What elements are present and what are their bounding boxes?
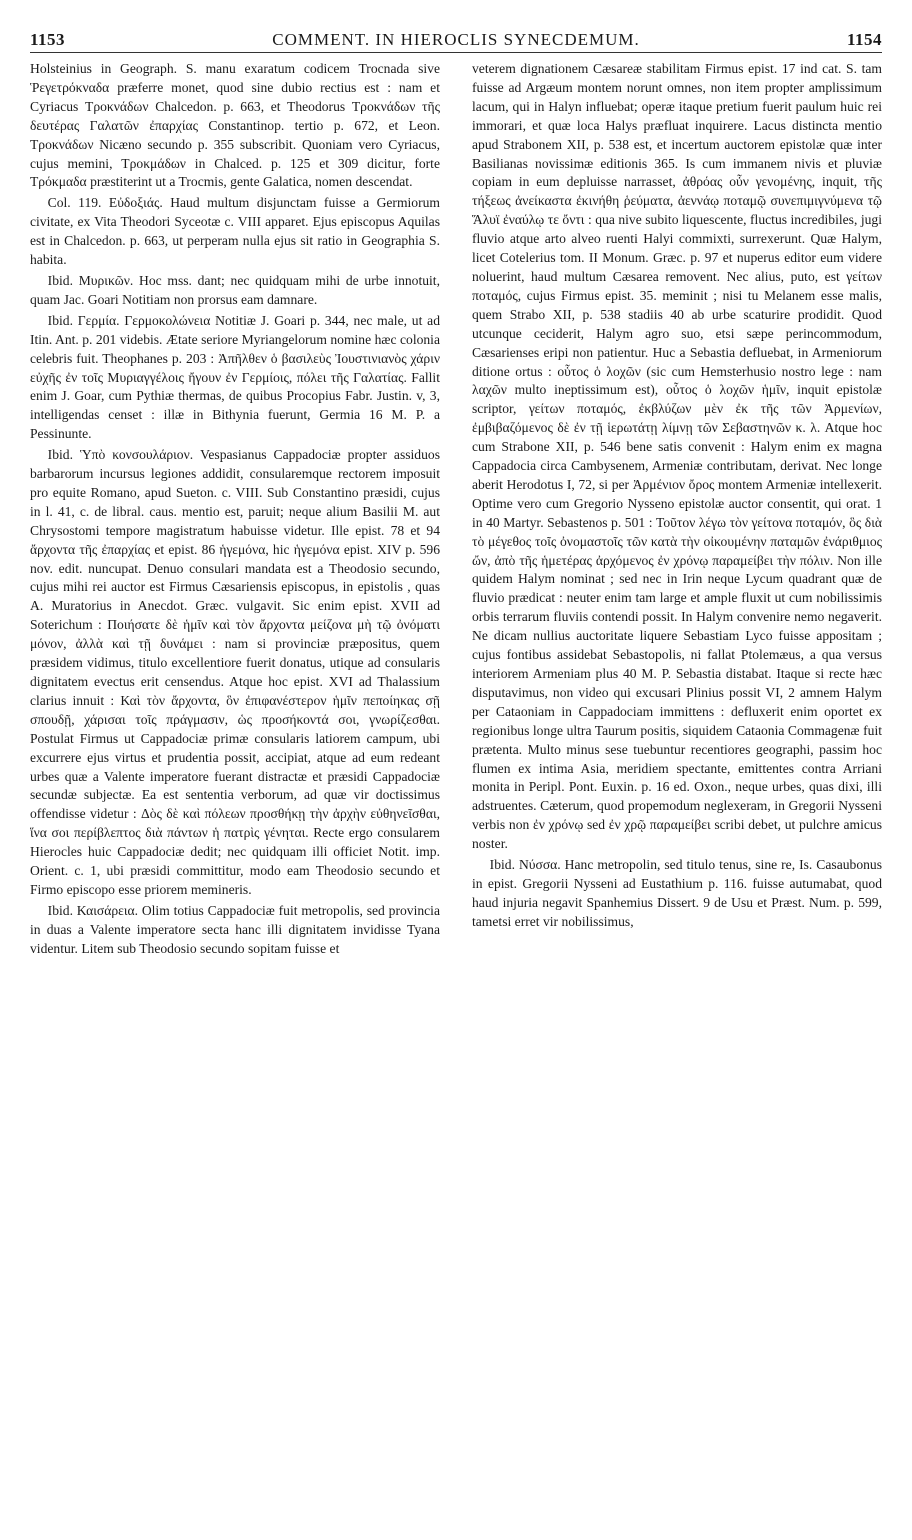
paragraph: Holsteinius in Geograph. S. manu exaratum codicem Trocnada sive Ῥεγετρόκναδα præferre monet, quod sine dubio rectius est : nam et Cyriacus Τροκνάδων Chalcedon. p. 663, et Theodorus Τροκνάδων τῆς δευτέρας Γαλατῶν ἐπαρχίας Constantinop. tertio p. 672, et Leon. Τροκνάδων Nicæno secundo p. 355 subscribit. Quoniam vero Cyriacus, cujus memini, Τροκμάδων in Chalced. p. 125 et 309 dicitur, forte Τρόκμαδα præstiterint ut a Trocmis, gente Galatica, nomen descendat. xyxy=(30,61,440,190)
paragraph: Ibid. Νύσσα. Hanc metropolin, sed titulo tenus, sine re, Is. Casaubonus in epist. Gregorii Nysseni ad Eustathium p. 116. fuisse autumabat, quod haud injuria negavit Spanhemius Dissert. 9 de Usu et Præst. Num. p. 599, tametsi erret vir nobilissimus, xyxy=(472,857,882,929)
right-column xyxy=(472,60,882,1500)
paragraph: Ibid. Ὑπὸ κονσουλάριον. Vespasianus Cappadociæ propter assiduos barbarorum incursus legiones addidit, consularemque rectorem imposuit pro equite Romano, apud Sueton. c. VIII. Sub Constantino præsidi, cujus in l. 41, c. de libral. caus. mentio est, paruit; neque alium Basilii M. aut Chrysostomi tempore magistratum habuisse videtur. Ille epist. 78 et 94 ἄρχοντα τῆς ἐπαρχίας et epist. 86 ἡγεμόνα, hic ἡγεμόνα epist. XIV p. 596 nov. edit. nuncupat. Denuo consulari mandata est a Theodosio secundo, cujus mihi rei auctor est Firmus Cæsariensis episcopus, in epistolis , quas A. Muratorius in Anecdot. Græc. vulgavit. Sic enim epist. XVII ad Soterichum : Ποιήσατε δὲ ἡμῖν καὶ τὸν ἄρχοντα μείζονα μὴ τῷ ὀνόματι μόνον, ἀλλὰ καὶ τῇ δυνάμει : nam si provinciæ præpositus, quem præsidem vidimus, titulo excellentiore fuerit donatus, utique ad consularis dignitatem evectus erit censendus. Atque hoc epist. XVI ad Thalassium clarius innuit : Καὶ τὸν ἄρχοντα, ὃν ἐπιφανέστερον ἡμῖν πεποίηκας σῇ σπουδῇ, χάρισαι τοῖς πράγμασιν, ὡς προσήκοντά σοι, γνωρίζεσθαι. Postulat Firmus ut Cappadociæ primæ consularis latiorem campum, ubi excurrere ejus virtus et prudentia possit, accipiat, atque ad eum redeant urbes quæ a Valente imperatore fuerant distractæ et præsidi Cappadociæ secundæ subjectæ. Ea est sententia verborum, ad quæ vir doctissimus offendisse videtur : Δὸς δὲ καὶ πόλεων προσθήκῃ τὴν ἀρχὴν εὐθηνεῖσθαι, ἵνα σοι περίβλεπτος διὰ πάντων ἡ πατρὶς γένηται. Recte ergo consularem Hierocles huic Cappadociæ dedit; nec quidquam illi officiet Notit. imp. Orient. c. 1, ubi præsidi committitur, modo eam Theodosio secundo et Firmo episcopo esse priorem memineris. xyxy=(30,447,440,897)
left-column-number: 1153 xyxy=(30,30,66,49)
paragraph: Ibid. Καισάρεια. Olim totius Cappadociæ fuit metropolis, sed provincia in duas a Valente imperatore secta hanc illi dignitatem invidisse Tyana videntur. Litem sub Theodosio secundo sopitam fuisse et xyxy=(30,902,440,956)
right-column-number: 1154 xyxy=(846,30,882,49)
document-page xyxy=(30,30,882,1510)
running-head xyxy=(30,30,882,53)
running-title: COMMENT. IN HIEROCLIS SYNECDEMUM. xyxy=(272,30,640,49)
paragraph: Col. 119. Εὐδοξιάς. Haud multum disjunctam fuisse a Germiorum civitate, ex Vita Theodori Syceotæ c. VIII apparet. Ejus episcopus Aquilas est in Chalcedon. p. 663, ut perperam nulla ejus sit ratio in Geographia S. habita. xyxy=(30,195,440,268)
paragraph: Ibid. Γερμία. Γερμοκολώνεια Notitiæ J. Goari p. 344, nec male, ut ad Itin. Ant. p. 201 videbis. Ætate seriore Myriangelorum nomine hæc colonia celebris fuit. Theophanes p. 203 : Ἀπῆλθεν ὁ βασιλεὺς Ἰουστινιανὸς χάριν εὐχῆς ἐν τοῖς Μυριαγγέλοις ἤγουν ἐν Γερμίοις, πόλει τῆς Γαλατίας. Fallit enim J. Goar, cum Pythiæ thermas, de quibus Procopius Fabr. Justin. v, 3, intelligendas censet : illæ in Bithynia fuerunt, Germia 16 M. P. a Pessinunte. xyxy=(30,312,440,442)
paragraph: veterem dignationem Cæsareæ stabilitam Firmus epist. 17 ind cat. S. tam fuisse ad Argæum montem norunt omnes, non item propter amplissimum lacum, qui in Halyn influebat; operæ itaque pretium fuerit paulum huic rei immorari, et quæ loca Halys præfluat inquirere. Lacus distincta mentio apud Strabonem XII, p. 538 est, et incertum auctorem epistolæ quæ inter Basilianas novissimæ editionis 365. Is cum immanem nivis et pluviæ copiam in eum depluisse narrasset, ἀθρόας οὖν γενομένης, inquit, τῆς τήξεως ἀνείκαστα ἐκινήθη ῥεύματα, ἀεννάῳ ποταμῷ συνεπιμιγνύμενα τῷ Ἅλυϊ ἐναύλῳ τε ὄντι : qua nive subito liquescente, fluctus incredibiles, jugi fluvio atque arto alveo ruenti Halyi commixti, surrexerunt. Quæ Halym, licet Cotelerius tom. II Monum. Græc. p. 97 et nuperus editor eum videre noluerint, haud multum Cæsarea removent. Nec alius, puto, est γείτων ποταμός, cujus Firmus epist. 35. meminit ; nisi tu Melanem esse malis, quem Strabo XII, p. 538 stadiis 40 ab urbe scaturire prodidit. Quod utcunque ceciderit, Halym agro suo, etsi sæpe perincommodum, Cæsarienses eripi non patientur. Huc a Sebastia defluebat, in Armeniorum ditione ortus : οὗτος ὁ λοχῶν (sic cum Hemsterhusio nostro lege : nam λαχῶν multo ineptissimum est), οὗτος ὁ λοχῶν ἡμῖν, inquit epistolæ scriptor, γείτων ποταμός, ἐκβλύζων μὲν ἐκ τῆς τῶν Ἀρμενίων, ἐμβιβαζόμενος δὲ ἐν τῇ ἱερωτάτῃ λίμνῃ τῶν Σεβαστηνῶν κ. λ. Atque hoc cum Strabone XII, p. 546 bene satis convenit : Halym enim ex magna Cappadocia circa Cambysenem, Armeniæ contributam, derivat. Nec longe aberit Herodotus I, 72, si per Ἀρμένιον ὄρος montem Armeniæ intellexerit. Optime vero cum Gregorio Nysseno epistolæ auctor consentit, qui orat. 1 in 40 Martyr. Sebastenos p. 501 : Τοῦτον λέγω τὸν γείτονα ποταμόν, ὃς διὰ τὸ μέγεθος τοῖς ὀνομαστοῖς τῶν κατὰ τὴν οἰκουμένην παταμῶν ἐνάριθμιος ὤν, ἀπὸ τῆς ἡμετέρας ἀρχόμενος ἐν χρόνῳ παραμείβει τὴν πόλιν. Non ille quidem Halym nominat ; sed nec in Irin neque Lycum quadrant quæ de fluvio prædicat : neuter enim tam large et ample fluxit ut cum nobilissimis orbis terrarum fluviis contendi possit. In Halym convenire nemo negaverit. Ne dicam nullius auctoritate liquere Sebastiam Lyco fuisse appositam ; cujus fontibus assidebat Sebastopolis, ni fallat Ptolemæus, a qua versus interiorem Armeniam plus 40 M. P. Sebastia distabat. Itaque si recte hæc disputavimus, non video qui excusari Plinius possit VI, 2 amnem Halym per Cataoniam in Cappadociam immittens : defluxerit enim oportet ex regionibus longe ultra Taurum positis, siquidem Cataonia Commagenæ fuit prætenta. Multo minus sese tuebuntur recentiores geographi, passim hoc flumen ex intima Asia, meridiem spectante, emittentes contra Arriani monita in Peripl. Pont. Euxin. p. 16 ed. Oxon., neque urbes, quas dixi, illi adstruentes. Cæterum, quod propemodum neglexeram, in Gregorii Nysseni verbis non ἐν χρόνῳ sed ἐν χρῷ παραμείβει scribi debet, ut pulchre amicus noster. xyxy=(472,61,882,852)
paragraph: Ibid. Μυρικῶν. Hoc mss. dant; nec quidquam mihi de urbe innotuit, quam Jac. Goari Notitiam non prorsus eam damnare. xyxy=(30,272,440,307)
text-columns xyxy=(30,60,882,1500)
left-column xyxy=(30,60,440,1500)
